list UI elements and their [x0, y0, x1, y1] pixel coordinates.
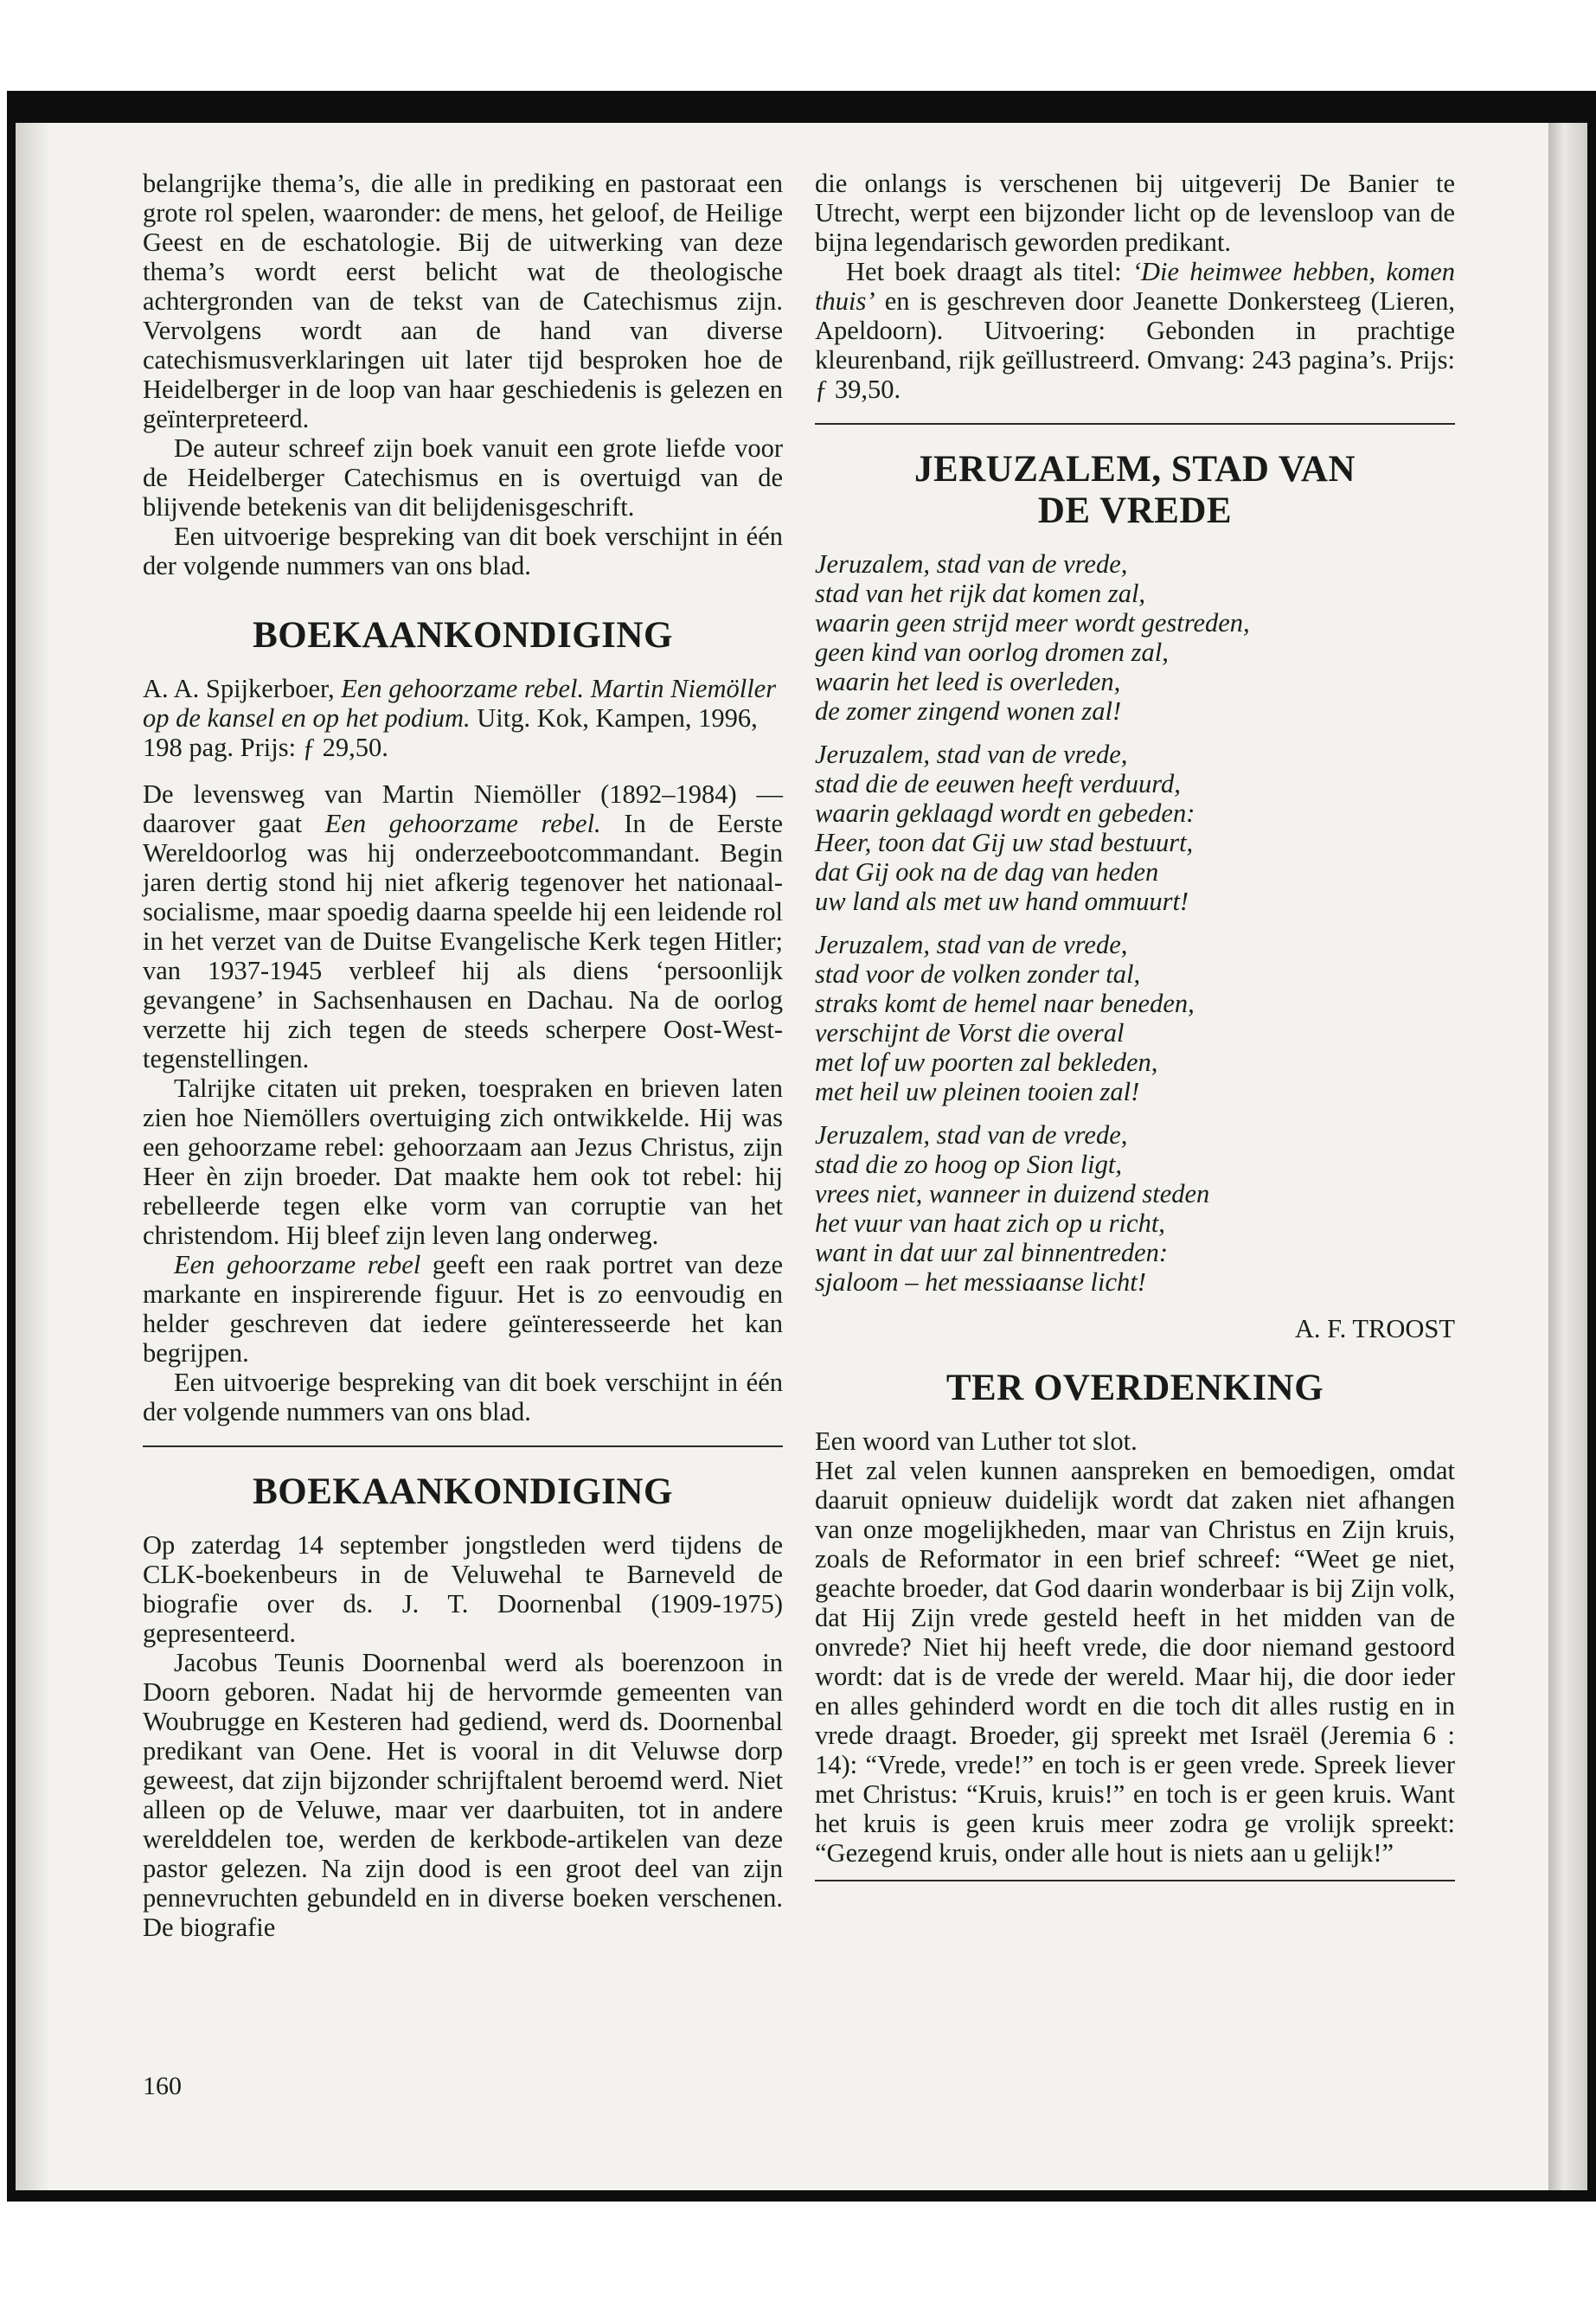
section-divider — [815, 423, 1455, 425]
text-run: De levensweg van Martin Niemöller (1892–1984) — daarover gaat — [143, 779, 783, 838]
intro-paragraph-3: Een uitvoerige bespreking van dit boek verschijnt in één der volgende nummers van ons blad. — [143, 522, 783, 580]
section-heading-ter-overdenking: TER OVERDENKING — [945, 1368, 1324, 1408]
poem-line: geen kind van oorlog dromen zal, — [815, 638, 1169, 667]
biography-continuation: die onlangs is verschenen bij uitgeverij De Banier te Utrecht, werpt een bijzonder licht op de levensloop van de bijna legendarisch geworden predikant. — [815, 169, 1455, 257]
book-title-inline: Een gehoorzame rebel — [174, 1250, 421, 1279]
next-page-edge — [1548, 123, 1587, 2190]
page-number: 160 — [143, 2072, 182, 2100]
poem-stanza — [815, 549, 1455, 726]
niemoller-paragraph-3 — [143, 1250, 783, 1368]
poem-line: stad van het rijk dat komen zal, — [815, 579, 1146, 608]
poem-stanza — [815, 930, 1455, 1106]
poem-author: A. F. TROOST — [1294, 1314, 1455, 1343]
poem-line: vrees niet, wanneer in duizend steden — [815, 1179, 1210, 1208]
biography-book-info — [815, 257, 1455, 404]
poem — [815, 549, 1455, 1343]
book-citation — [143, 674, 783, 762]
poem-line: waarin geen strijd meer wordt gestreden, — [815, 608, 1250, 638]
poem-line: stad die zo hoog op Sion ligt, — [815, 1150, 1122, 1179]
citation-author: A. A. Spijkerboer, — [143, 674, 335, 703]
section-heading-boekaankondiging-2: BOEKAANKONDIGING — [253, 1471, 673, 1512]
doornenbal-paragraph-1: Op zaterdag 14 september jongstleden werd tijdens de CLK-boekenbeurs in de Veluwehal te Barneveld de biografie over ds. J. T. Doornenbal (1909-1975) gepresenteerd. — [143, 1530, 783, 1648]
reflection-intro: Een woord van Luther tot slot. — [815, 1426, 1138, 1456]
poem-line: Jeruzalem, stad van de vrede, — [815, 930, 1128, 959]
right-column — [815, 169, 1455, 1881]
poem-stanza — [815, 1120, 1455, 1297]
poem-line: met heil uw pleinen tooien zal! — [815, 1077, 1140, 1106]
left-column — [143, 169, 783, 1942]
intro-paragraph-2: De auteur schreef zijn boek vanuit een grote liefde voor de Heidelberger Catechismus en is overtuigd van de blijvende betekenis van dit belijdenisgeschrift. — [143, 433, 783, 522]
text-run: In de Eerste Wereldoorlog was hij onderzeebootcommandant. Begin jaren dertig stond hij niet afkerig tegenover het nationaal-socialisme, maar spoedig daarna speelde hij een leidende rol in het verzet van de Duitse Evangelische Kerk tegen Hitler; van 1937-1945 verbleef hij als diens ‘persoonlijk gevangene’ in Sachsenhausen en Dachau. Na de oorlog verzette hij zich tegen de steeds scherpere Oost-West-tegenstellingen. — [143, 809, 783, 1074]
niemoller-paragraph-4: Een uitvoerige bespreking van dit boek verschijnt in één der volgende nummers van ons blad. — [143, 1368, 783, 1426]
text-run: geeft een raak portret van deze markante en inspirerende figuur. Het is zo eenvoudig en helder geschreven dat iedere geïnteresseerde het kan begrijpen. — [143, 1250, 783, 1368]
poem-line: sjaloom – het messiaanse licht! — [815, 1267, 1146, 1297]
niemoller-paragraph-1 — [143, 779, 783, 1074]
book-title-inline: ‘Die heimwee hebben, komen thuis’ — [815, 257, 1456, 316]
poem-line: de zomer zingend wonen zal! — [815, 696, 1122, 726]
citation-publisher: Uitg. Kok, Kampen, 1996, 198 pag. Prijs: ƒ 29,50. — [143, 703, 758, 762]
section-divider — [815, 1880, 1455, 1881]
poem-stanza — [815, 740, 1455, 916]
poem-line: uw land als met uw hand ommuurt! — [815, 887, 1189, 916]
poem-line: stad voor de volken zonder tal, — [815, 959, 1141, 989]
poem-line: dat Gij ook na de dag van heden — [815, 857, 1159, 887]
poem-line: Jeruzalem, stad van de vrede, — [815, 549, 1128, 579]
book-title-inline: Een gehoorzame rebel. — [324, 809, 601, 838]
section-heading-boekaankondiging-1: BOEKAANKONDIGING — [253, 615, 673, 656]
text-run: en is geschreven door Jeanette Donkersteeg (Lieren, Apeldoorn). Uitvoering: Gebonden in prachtige kleurenband, rijk geïllustreerd. Omvang: 243 pagina’s. Prijs: ƒ 39,50. — [815, 286, 1456, 404]
page-fold-shadow — [16, 123, 50, 2190]
poem-line: Jeruzalem, stad van de vrede, — [815, 740, 1128, 769]
citation-title: Een gehoorzame rebel. Martin Niemöller op de kansel en op het podium. — [143, 674, 777, 733]
poem-line: want in dat uur zal binnentreden: — [815, 1238, 1169, 1267]
poem-title: JERUZALEM, STAD VAN DE VREDE — [913, 449, 1356, 531]
poem-line: straks komt de hemel naar beneden, — [815, 989, 1195, 1018]
poem-line: stad die de eeuwen heeft verduurd, — [815, 769, 1181, 798]
section-divider — [143, 1445, 783, 1447]
poem-line: waarin geklaagd wordt en gebeden: — [815, 798, 1195, 828]
poem-line: waarin het leed is overleden, — [815, 667, 1121, 696]
poem-line: Heer, toon dat Gij uw stad bestuurt, — [815, 828, 1194, 857]
intro-paragraph-1: belangrijke thema’s, die alle in prediking en pastoraat een grote rol spelen, waaronder: de mens, het geloof, de Heilige Geest en de eschatologie. Bij de uitwerking van deze thema’s wordt eerst belicht wat de theologische achtergronden van de tekst van de Catechismus zijn. Vervolgens wordt aan de hand van diverse catechismusverklaringen uit later tijd besproken hoe de Heidelberger in de loop van haar geschiedenis is gelezen en geïnterpreteerd. — [143, 169, 783, 433]
poem-line: het vuur van haat zich op u richt, — [815, 1208, 1165, 1238]
text-run: Het boek draagt als titel: — [846, 257, 1122, 286]
doornenbal-paragraph-2: Jacobus Teunis Doornenbal werd als boerenzoon in Doorn geboren. Nadat hij de hervormde gemeenten van Woubrugge en Kesteren had gediend, werd ds. Doornenbal predikant van Oene. Het is vooral in dit Veluwse dorp geweest, dat zijn bijzonder schrijftalent beroemd werd. Niet alleen op de Veluwe, maar ver daarbuiten, tot in andere werelddelen toe, werden de kerkbode-artikelen van deze pastor gelezen. Na zijn dood is een groot deel van zijn pennevruchten gebundeld en in diverse boeken verschenen. De biografie — [143, 1648, 783, 1942]
poem-line: Jeruzalem, stad van de vrede, — [815, 1120, 1128, 1150]
poem-line: verschijnt de Vorst die overal — [815, 1018, 1125, 1048]
poem-line: met lof uw poorten zal bekleden, — [815, 1048, 1158, 1077]
reflection-body: Het zal velen kunnen aanspreken en bemoedigen, omdat daaruit opnieuw duidelijk wordt dat zaken niet afhangen van onze mogelijkheden, maar van Christus en Zijn kruis, zoals de Reformator in een brief schreef: “Weet ge niet, geachte broeder, dat God daarin wonderbaar is bij Zijn volk, dat Hij Zijn vrede gesteld heeft in het midden van de onvrede? Niet hij heeft vrede, die door niemand gestoord wordt: dat is de vrede der wereld. Maar hij, die door ieder en alles gehinderd wordt en die toch dit alles rustig en in vrede draagt. Broeder, gij spreekt met Israël (Jeremia 6 : 14): “Vrede, vrede!” en toch is er geen vrede. Spreek liever met Christus: “Kruis, kruis!” en toch is er geen kruis. Want het kruis is geen kruis meer zodra ge vrolijk spreekt: “Gezegend kruis, onder alle hout is niets aan u gelijk!” — [815, 1456, 1455, 1868]
niemoller-paragraph-2: Talrijke citaten uit preken, toespraken en brieven laten zien hoe Niemöllers overtuiging zich ontwikkelde. Hij was een gehoorzame rebel: gehoorzaam aan Jezus Christus, zijn Heer èn zijn broeder. Dat maakte hem ook tot rebel: hij rebelleerde tegen elke vorm van corruptie van het christendom. Hij bleef zijn leven lang onderweg. — [143, 1074, 783, 1250]
